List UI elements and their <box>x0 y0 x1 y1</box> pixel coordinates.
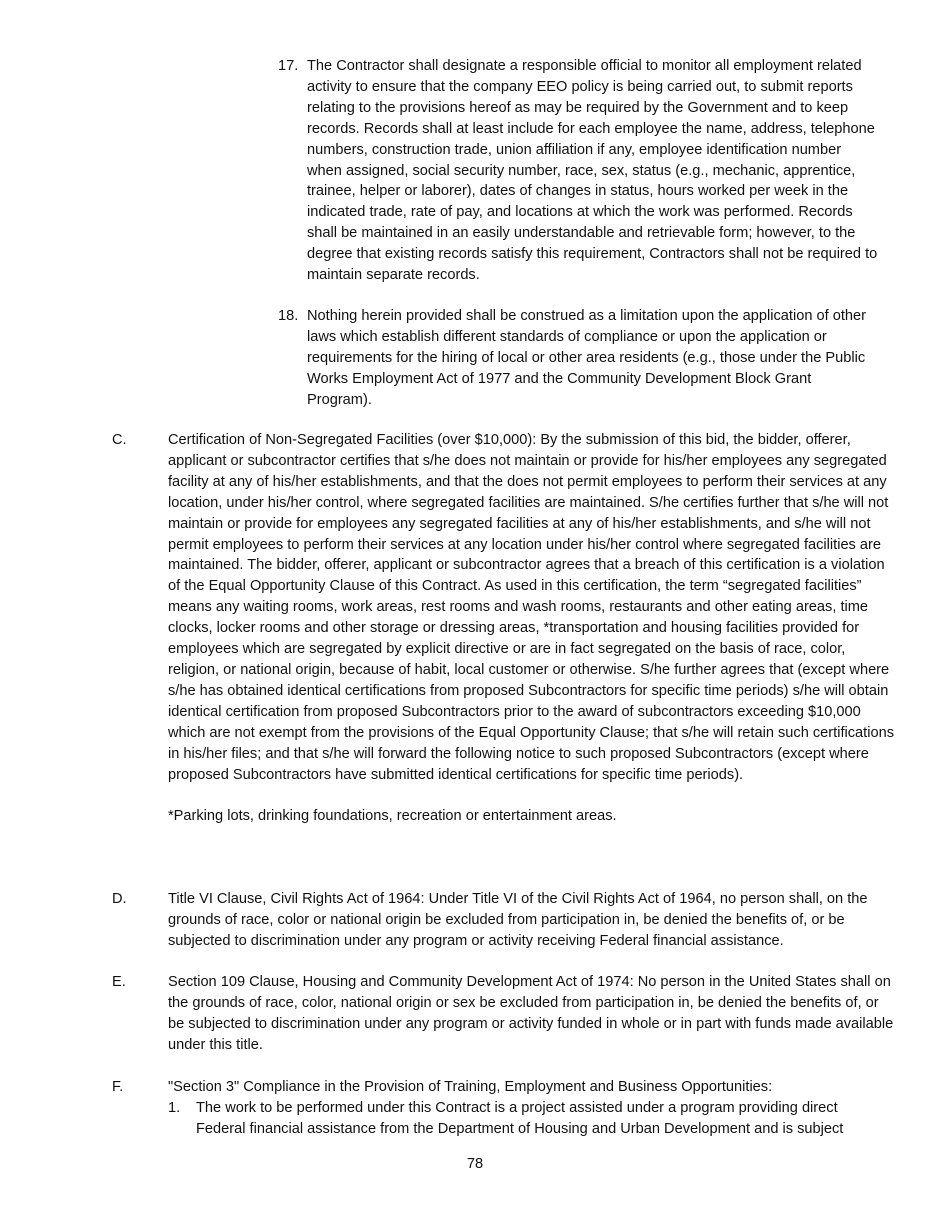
page-number: 78 <box>466 1156 484 1172</box>
list-number: 18. <box>278 308 299 324</box>
section-letter: E. <box>112 974 126 990</box>
section-f-heading: "Section 3" Compliance in the Provision of Training, Employment and Business Opportunities: <box>168 1079 773 1095</box>
list-number: 1. <box>168 1100 181 1116</box>
section-e-paragraph: Section 109 Clause, Housing and Community Development Act of 1974: No person in the United States shall on the grounds of race, color, national origin or sex be excluded from participation in, be denied the benefits of, or be subjected to discrimination under any program or activity funded in whole or in part with funds made available under this title. <box>168 974 894 1053</box>
list-number: 17. <box>278 58 299 74</box>
section-d-paragraph: Title VI Clause, Civil Rights Act of 1964: Under Title VI of the Civil Rights Act of 1964, no person shall, on the grounds of race, color or national origin be excluded from participation in, be denied the benefits of, or be subjected to discrimination under any program or activity receiving Federal financial assistance. <box>168 891 868 949</box>
section-letter: C. <box>112 432 127 448</box>
section-c-footnote: *Parking lots, drinking foundations, recreation or entertainment areas. <box>168 808 617 825</box>
list-text: The work to be performed under this Contract is a project assisted under a program providing direct Federal financial assistance from the Department of Housing and Urban Development and is subject <box>196 1100 844 1137</box>
section-letter: F. <box>112 1079 124 1095</box>
section-letter: D. <box>112 891 127 907</box>
section-c-paragraph: Certification of Non-Segregated Facilities (over $10,000): By the submission of this bid, the bidder, offerer, applicant or subcontractor certifies that s/he does not maintain or provide for his/her employees any segregated facility at any of his/her establishments, and that the does not permit employees to perform their services at any location, under his/her control, where segregated facilities are maintained. S/he certifies further that s/he will not maintain or provide for employees any segregated facilities at any of his/her establishments, and s/he will not permit employees to perform their services at any location under his/her control where segregated facilities are maintained. The bidder, offerer, applicant or subcontractor agrees that a breach of this certification is a violation of the Equal Opportunity Clause of this Contract. As used in this certification, the term “segregated facilities” means any waiting rooms, work areas, rest rooms and wash rooms, restaurants and other eating areas, time clocks, locker rooms and other storage or dressing areas, *transportation and housing facilities provided for employees which are segregated by explicit directive or are in fact segregated on the basis of race, color, religion, or national origin, because of habit, local customer or otherwise. S/he further agrees that (except where s/he has obtained identical certifications from proposed Subcontractors for specific time periods) s/he will obtain identical certification from proposed Subcontractors prior to the award of subcontractors exceeding $10,000 which are not exempt from the provisions of the Equal Opportunity Clause; that s/he will retain such certifications in his/her files; and that s/he will forward the following notice to such proposed Subcontractors (except where proposed Subcontractors have submitted identical certifications for specific time periods). <box>168 432 894 783</box>
list-text: Nothing herein provided shall be construed as a limitation upon the application of other laws which establish different standards of compliance or upon the application or requirements for the hiring of local or other area residents (e.g., those under the Public Works Employment Act of 1977 and the Community Development Block Grant Program). <box>307 308 866 408</box>
list-text: The Contractor shall designate a responsible official to monitor all employment related activity to ensure that the company EEO policy is being carried out, to submit reports relating to the provisions hereof as may be required by the Government and to keep records. Records shall at least include for each employee the name, address, telephone numbers, construction trade, union affiliation if any, employee identification number when assigned, social security number, race, sex, status (e.g., mechanic, apprentice, trainee, helper or laborer), dates of changes in status, hours worked per week in the indicated trade, rate of pay, and locations at which the work was performed. Records shall be maintained in an easily understandable and retrievable form; however, to the degree that existing records satisfy this requirement, Contractors shall not be required to maintain separate records. <box>307 58 878 284</box>
